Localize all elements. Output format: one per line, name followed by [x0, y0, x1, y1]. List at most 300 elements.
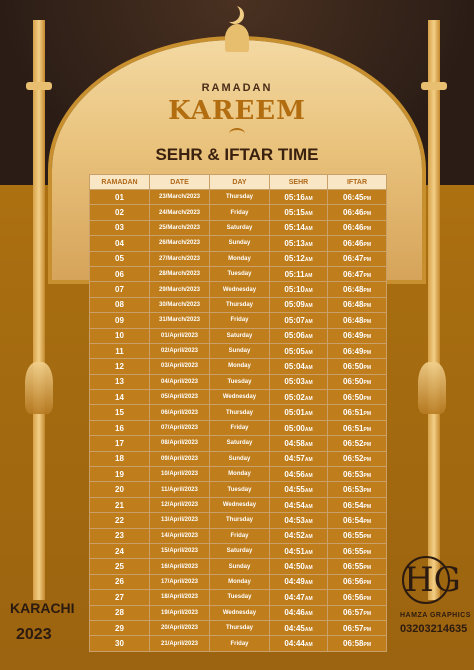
table-row [90, 343, 387, 358]
table-row [90, 436, 387, 451]
sehr-ampm: AM [304, 226, 313, 233]
table-row [90, 374, 387, 389]
weekday-cell [210, 220, 270, 235]
weekday-cell [210, 266, 270, 281]
date-cell [150, 205, 210, 220]
sehr-ampm: AM [304, 488, 313, 495]
sehr-cell [270, 374, 328, 389]
sehr-ampm: AM [304, 364, 313, 371]
weekday-cell [210, 359, 270, 374]
sehr-cell [270, 620, 328, 635]
iftar-time: 06:53 [343, 469, 364, 479]
iftar-cell [328, 436, 387, 451]
sehr-time: 04:50 [284, 562, 305, 572]
sehr-ampm: AM [304, 595, 313, 602]
sehr-ampm: AM [304, 565, 313, 572]
date: 05/April/2023 [160, 394, 199, 401]
table-row [90, 251, 387, 266]
sehr-cell [270, 220, 328, 235]
iftar-ampm: PM [363, 334, 371, 341]
sehr-ampm: AM [304, 503, 313, 510]
date-cell [150, 359, 210, 374]
ramadan-day: 28 [115, 608, 124, 618]
sehr-ampm: AM [304, 549, 313, 556]
iftar-ampm: PM [363, 642, 371, 649]
iftar-time: 06:46 [343, 223, 364, 233]
table-row [90, 359, 387, 374]
table-row [90, 636, 387, 651]
iftar-ampm: PM [363, 272, 371, 279]
weekday: Monday [228, 255, 251, 262]
iftar-time: 06:50 [343, 392, 364, 402]
weekday-cell [210, 343, 270, 358]
sehr-cell [270, 451, 328, 466]
iftar-time: 06:57 [343, 623, 364, 633]
weekday: Monday [228, 363, 251, 370]
iftar-ampm: PM [363, 503, 371, 510]
weekday: Sunday [228, 348, 251, 355]
table-row [90, 497, 387, 512]
weekday-cell [210, 297, 270, 312]
iftar-time: 06:48 [343, 285, 364, 295]
iftar-time: 06:52 [343, 454, 364, 464]
ramadan-day: 16 [115, 423, 124, 433]
table-row [90, 220, 387, 235]
sehr-time: 04:52 [284, 531, 305, 541]
weekday: Saturday [226, 548, 253, 555]
ramadan-day-cell [90, 620, 150, 635]
weekday-cell [210, 559, 270, 574]
sehr-time: 05:13 [284, 238, 305, 248]
sehr-time: 04:51 [284, 546, 305, 556]
ramadan-day-cell [90, 420, 150, 435]
ramadan-day-cell [90, 559, 150, 574]
table-row [90, 590, 387, 605]
table-header-row [90, 175, 387, 190]
sehr-cell [270, 513, 328, 528]
ramadan-day: 21 [115, 500, 124, 510]
sehr-time: 04:47 [284, 592, 305, 602]
sehr-cell [270, 636, 328, 651]
date: 19/April/2023 [160, 609, 199, 616]
ramadan-day: 19 [115, 469, 124, 479]
iftar-cell [328, 359, 387, 374]
iftar-time: 06:55 [343, 546, 364, 556]
weekday: Sunday [228, 455, 251, 462]
table-row [90, 513, 387, 528]
sehr-time: 04:45 [284, 623, 305, 633]
table-row [90, 328, 387, 343]
iftar-time: 06:56 [343, 577, 364, 587]
sehr-time: 05:15 [284, 208, 305, 218]
weekday-cell [210, 605, 270, 620]
iftar-time: 06:54 [343, 500, 364, 510]
brand-phone: 03203214635 [400, 623, 468, 635]
iftar-time: 06:45 [343, 192, 364, 202]
date: 16/April/2023 [160, 563, 199, 570]
sehr-time: 04:44 [284, 639, 305, 649]
sehr-time: 05:12 [284, 254, 305, 264]
sehr-time: 04:54 [284, 500, 305, 510]
date-cell [150, 543, 210, 558]
weekday: Friday [230, 532, 249, 539]
ramadan-day: 23 [115, 531, 124, 541]
date-cell [150, 405, 210, 420]
iftar-cell [328, 590, 387, 605]
date-cell [150, 236, 210, 251]
sehr-time: 05:06 [284, 331, 305, 341]
iftar-time: 06:51 [343, 408, 364, 418]
sehr-time: 05:14 [284, 223, 305, 233]
iftar-cell [328, 328, 387, 343]
iftar-time: 06:54 [343, 515, 364, 525]
weekday-cell [210, 205, 270, 220]
weekday-cell [210, 328, 270, 343]
sehr-cell [270, 482, 328, 497]
date: 29/March/2023 [158, 286, 201, 293]
sehr-cell [270, 282, 328, 297]
ramadan-day: 08 [115, 300, 124, 310]
ramadan-day-cell [90, 359, 150, 374]
iftar-ampm: PM [363, 472, 371, 479]
ramadan-day: 13 [115, 377, 124, 387]
iftar-time: 06:56 [343, 592, 364, 602]
sehr-ampm: AM [304, 195, 313, 202]
sehr-cell [270, 528, 328, 543]
iftar-time: 06:58 [343, 639, 364, 649]
date-cell [150, 190, 210, 205]
iftar-time: 06:48 [343, 300, 364, 310]
iftar-ampm: PM [363, 441, 371, 448]
date-cell [150, 328, 210, 343]
date: 13/April/2023 [160, 517, 199, 524]
iftar-cell [328, 390, 387, 405]
ramadan-day-cell [90, 220, 150, 235]
weekday-cell [210, 451, 270, 466]
city-label: KARACHI [10, 600, 75, 616]
date: 30/March/2023 [158, 301, 201, 308]
sehr-time: 04:53 [284, 515, 305, 525]
iftar-ampm: PM [363, 303, 371, 310]
ramadan-day: 06 [115, 269, 124, 279]
ramadan-day: 10 [115, 331, 124, 341]
iftar-cell [328, 313, 387, 328]
sehr-cell [270, 266, 328, 281]
table-row [90, 620, 387, 635]
weekday-cell [210, 620, 270, 635]
iftar-cell [328, 205, 387, 220]
date-cell [150, 559, 210, 574]
iftar-time: 06:52 [343, 438, 364, 448]
iftar-cell [328, 467, 387, 482]
ramadan-day-cell [90, 328, 150, 343]
date-cell [150, 420, 210, 435]
ramadan-day-cell [90, 497, 150, 512]
iftar-cell [328, 620, 387, 635]
date: 12/April/2023 [160, 502, 199, 508]
table-row [90, 574, 387, 589]
iftar-cell [328, 343, 387, 358]
ramadan-day: 20 [115, 485, 124, 495]
ramadan-day-cell [90, 190, 150, 205]
column-header-iftar: IFTAR [328, 175, 387, 190]
iftar-ampm: PM [363, 226, 371, 233]
iftar-time: 06:55 [343, 531, 364, 541]
table-row [90, 236, 387, 251]
ramadan-day-cell [90, 313, 150, 328]
sehr-ampm: AM [304, 642, 313, 649]
weekday: Thursday [225, 194, 253, 201]
iftar-ampm: PM [363, 595, 371, 602]
iftar-time: 06:46 [343, 208, 364, 218]
ramadan-day: 12 [115, 361, 124, 371]
ramadan-day: 09 [115, 315, 124, 325]
ramadan-day-cell [90, 236, 150, 251]
iftar-ampm: PM [363, 411, 371, 418]
date: 10/April/2023 [160, 471, 199, 478]
ramadan-day-cell [90, 251, 150, 266]
ramadan-day: 03 [115, 223, 124, 233]
date-cell [150, 482, 210, 497]
sehr-time: 05:09 [284, 300, 305, 310]
ramadan-day: 11 [115, 346, 124, 356]
sehr-ampm: AM [304, 534, 313, 541]
sehr-time: 05:02 [284, 392, 305, 402]
ramadan-day: 17 [115, 438, 124, 448]
sehr-cell [270, 236, 328, 251]
date-cell [150, 436, 210, 451]
date: 15/April/2023 [160, 548, 199, 555]
ramadan-day-cell [90, 205, 150, 220]
date-cell [150, 590, 210, 605]
date: 26/March/2023 [158, 240, 201, 247]
iftar-cell [328, 251, 387, 266]
ramadan-day-cell [90, 282, 150, 297]
column-header-day: DAY [210, 175, 270, 190]
iftar-cell [328, 513, 387, 528]
date-cell [150, 374, 210, 389]
date-cell [150, 620, 210, 635]
sehr-time: 04:46 [284, 608, 305, 618]
date-cell [150, 220, 210, 235]
date-cell [150, 513, 210, 528]
sehr-time: 05:16 [284, 192, 305, 202]
sehr-cell [270, 559, 328, 574]
date-cell [150, 390, 210, 405]
brand-name: HAMZA GRAPHICS [400, 612, 471, 619]
table-row [90, 282, 387, 297]
date-cell [150, 467, 210, 482]
weekday-cell [210, 282, 270, 297]
table-row [90, 297, 387, 312]
iftar-time: 06:51 [343, 423, 364, 433]
iftar-ampm: PM [363, 611, 371, 618]
dome-finial [225, 24, 249, 52]
ramadan-day: 02 [115, 208, 124, 218]
date: 18/April/2023 [160, 594, 199, 601]
ramadan-day-cell [90, 374, 150, 389]
page-title: SEHR & IFTAR TIME [155, 145, 319, 164]
weekday: Saturday [226, 332, 253, 339]
header-ramadan: RAMADAN [201, 82, 273, 94]
sehr-time: 04:58 [284, 438, 305, 448]
sehr-ampm: AM [304, 395, 313, 402]
iftar-time: 06:47 [343, 269, 364, 279]
sehr-ampm: AM [304, 457, 313, 464]
iftar-ampm: PM [363, 257, 371, 264]
iftar-ampm: PM [363, 349, 371, 356]
iftar-cell [328, 420, 387, 435]
table-row [90, 405, 387, 420]
iftar-ampm: PM [363, 195, 371, 202]
schedule-body [90, 190, 387, 652]
ramadan-day-cell [90, 574, 150, 589]
iftar-ampm: PM [363, 534, 371, 541]
sehr-time: 05:00 [284, 423, 305, 433]
sehr-cell [270, 328, 328, 343]
year-label: 2023 [16, 626, 52, 643]
date: 06/April/2023 [160, 409, 199, 416]
date: 02/April/2023 [160, 348, 199, 355]
iftar-ampm: PM [363, 241, 371, 248]
iftar-cell [328, 266, 387, 281]
weekday-cell [210, 574, 270, 589]
weekday-cell [210, 436, 270, 451]
sehr-time: 05:03 [284, 377, 305, 387]
date-cell [150, 605, 210, 620]
iftar-cell [328, 482, 387, 497]
date: 03/April/2023 [160, 363, 199, 370]
date: 28/March/2023 [158, 271, 201, 278]
weekday: Saturday [226, 224, 253, 231]
sehr-cell [270, 420, 328, 435]
ramadan-day-cell [90, 390, 150, 405]
table-row [90, 559, 387, 574]
iftar-cell [328, 282, 387, 297]
sehr-ampm: AM [304, 211, 313, 218]
sehr-time: 05:07 [284, 315, 305, 325]
weekday: Friday [230, 317, 249, 324]
iftar-cell [328, 236, 387, 251]
ramadan-day: 14 [115, 392, 124, 402]
sehr-ampm: AM [304, 380, 313, 387]
iftar-ampm: PM [363, 488, 371, 495]
date-cell [150, 282, 210, 297]
ramadan-day-cell [90, 405, 150, 420]
ramadan-day: 15 [115, 408, 124, 418]
sehr-cell [270, 390, 328, 405]
date: 24/March/2023 [158, 209, 201, 216]
date: 04/April/2023 [160, 378, 199, 385]
ramadan-day-cell [90, 436, 150, 451]
weekday-cell [210, 313, 270, 328]
ramadan-day-cell [90, 451, 150, 466]
sehr-cell [270, 605, 328, 620]
weekday-cell [210, 420, 270, 435]
date: 23/March/2023 [158, 194, 201, 201]
iftar-cell [328, 636, 387, 651]
date: 21/April/2023 [160, 640, 199, 647]
iftar-cell [328, 220, 387, 235]
column-header-date: DATE [150, 175, 210, 190]
sehr-cell [270, 574, 328, 589]
ramadan-day-cell [90, 590, 150, 605]
iftar-time: 06:49 [343, 331, 364, 341]
iftar-time: 06:55 [343, 562, 364, 572]
iftar-cell [328, 374, 387, 389]
weekday: Sunday [228, 563, 251, 570]
weekday-cell [210, 405, 270, 420]
sehr-time: 04:49 [284, 577, 305, 587]
weekday-cell [210, 543, 270, 558]
iftar-ampm: PM [363, 211, 371, 218]
weekday: Thursday [225, 625, 253, 632]
table-row [90, 313, 387, 328]
iftar-cell [328, 559, 387, 574]
weekday-cell [210, 482, 270, 497]
weekday: Saturday [226, 440, 253, 447]
ramadan-day-cell [90, 343, 150, 358]
iftar-ampm: PM [363, 457, 371, 464]
weekday: Sunday [228, 240, 251, 247]
ramadan-day: 01 [115, 192, 124, 202]
iftar-ampm: PM [363, 580, 371, 587]
weekday: Wednesday [222, 502, 257, 508]
weekday-cell [210, 590, 270, 605]
sehr-time: 05:05 [284, 346, 305, 356]
weekday: Wednesday [222, 609, 257, 616]
column-header-ramadan: RAMADAN [90, 175, 150, 190]
sehr-cell [270, 297, 328, 312]
iftar-cell [328, 405, 387, 420]
iftar-ampm: PM [363, 288, 371, 295]
date-cell [150, 266, 210, 281]
ramadan-day: 22 [115, 515, 124, 525]
sehr-ampm: AM [304, 518, 313, 525]
sehr-ampm: AM [304, 611, 313, 618]
sehr-ampm: AM [304, 580, 313, 587]
ramadan-day: 25 [115, 562, 124, 572]
weekday: Monday [228, 578, 251, 585]
weekday: Thursday [225, 409, 253, 416]
iftar-cell [328, 528, 387, 543]
weekday-cell [210, 236, 270, 251]
sehr-cell [270, 190, 328, 205]
date-cell [150, 297, 210, 312]
iftar-cell [328, 605, 387, 620]
sehr-cell [270, 313, 328, 328]
weekday-cell [210, 513, 270, 528]
sehr-time: 04:56 [284, 469, 305, 479]
iftar-ampm: PM [363, 364, 371, 371]
sehr-cell [270, 343, 328, 358]
weekday-cell [210, 374, 270, 389]
date: 25/March/2023 [158, 224, 201, 231]
sehr-ampm: AM [304, 257, 313, 264]
iftar-cell [328, 574, 387, 589]
table-row [90, 420, 387, 435]
table-row [90, 390, 387, 405]
date-cell [150, 251, 210, 266]
sehr-time: 05:04 [284, 361, 305, 371]
date: 17/April/2023 [160, 578, 199, 585]
date-cell [150, 451, 210, 466]
sehr-cell [270, 251, 328, 266]
sehr-cell [270, 590, 328, 605]
lantern-icon [418, 362, 446, 414]
iftar-ampm: PM [363, 395, 371, 402]
date-cell [150, 343, 210, 358]
